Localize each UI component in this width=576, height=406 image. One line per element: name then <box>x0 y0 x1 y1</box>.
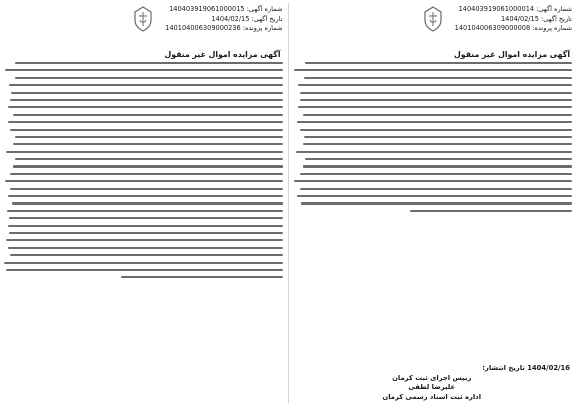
judiciary-emblem-icon <box>422 6 444 32</box>
text-line <box>10 129 282 131</box>
notice-meta <box>455 5 572 34</box>
notice-body <box>294 62 573 364</box>
text-line <box>300 188 572 190</box>
text-line <box>8 225 283 227</box>
text-line <box>298 84 572 86</box>
text-line <box>10 173 282 175</box>
notice-date: تاریخ آگهی: 1404/02/15 <box>500 14 572 23</box>
text-line <box>304 136 572 138</box>
text-line <box>13 114 282 116</box>
text-line <box>15 158 282 160</box>
text-line <box>6 239 283 241</box>
text-line <box>8 106 282 108</box>
notice-meta <box>165 5 282 34</box>
text-line <box>298 106 572 108</box>
text-line <box>296 151 573 153</box>
notice-number: شماره آگهی: 140403919061000014 <box>458 5 572 13</box>
text-line <box>13 143 282 145</box>
notice-date: تاریخ آگهی: 1404/02/15 <box>211 14 283 23</box>
notice-footer <box>294 364 573 403</box>
text-line <box>10 254 283 256</box>
text-line <box>15 62 282 64</box>
notice-title: آگهی مزایده اموال غیر منقول <box>454 50 570 59</box>
text-line <box>9 217 283 219</box>
footer-line: علیرضا لطفی <box>408 383 456 392</box>
text-line <box>294 180 572 182</box>
text-line <box>10 188 282 190</box>
text-line <box>305 62 572 64</box>
text-line <box>12 202 283 204</box>
text-line <box>9 84 283 86</box>
text-line <box>297 195 572 197</box>
text-line <box>301 202 572 204</box>
text-line <box>121 276 283 278</box>
text-line <box>10 99 282 101</box>
notice-title: آگهی مزایده اموال غیر منقول <box>164 50 281 59</box>
notice-header <box>4 3 283 49</box>
text-line <box>410 210 572 212</box>
case-number: شماره پرونده: 140104006309000236 <box>165 24 283 32</box>
text-line <box>303 165 572 167</box>
footer-line: 1404/02/16 تاریخ انتشار: <box>482 363 570 372</box>
notice-column-left <box>4 3 283 403</box>
text-line <box>7 210 283 212</box>
text-line <box>15 77 283 79</box>
text-line <box>300 129 572 131</box>
footer-line: اداره ثبت اسناد رسمی کرمان <box>382 393 482 402</box>
text-line <box>6 269 283 271</box>
text-line <box>8 121 283 123</box>
text-line <box>5 69 283 71</box>
case-number: شماره پرونده: 140104006309000008 <box>454 24 572 32</box>
text-line <box>9 232 283 234</box>
text-line <box>8 247 283 249</box>
text-line <box>15 136 283 138</box>
column-divider <box>288 3 289 403</box>
notice-column-right <box>294 3 573 403</box>
text-line <box>297 121 572 123</box>
notice-number: شماره آگهی: 140403919061000015 <box>169 5 283 13</box>
text-line <box>13 165 282 167</box>
text-line <box>304 77 572 79</box>
footer-line: رییس اجرای ثبت کرمان <box>392 373 472 382</box>
text-line <box>300 99 572 101</box>
text-line <box>303 143 572 145</box>
judiciary-emblem-icon <box>132 6 154 32</box>
text-line <box>303 114 572 116</box>
notice-body <box>4 62 283 403</box>
notice-header <box>294 3 573 49</box>
text-line <box>11 92 283 94</box>
text-line <box>5 180 283 182</box>
text-line <box>294 69 572 71</box>
text-line <box>8 195 283 197</box>
text-line <box>4 262 282 264</box>
text-line <box>305 158 572 160</box>
text-line <box>300 173 572 175</box>
text-line <box>6 151 283 153</box>
text-line <box>300 92 572 94</box>
